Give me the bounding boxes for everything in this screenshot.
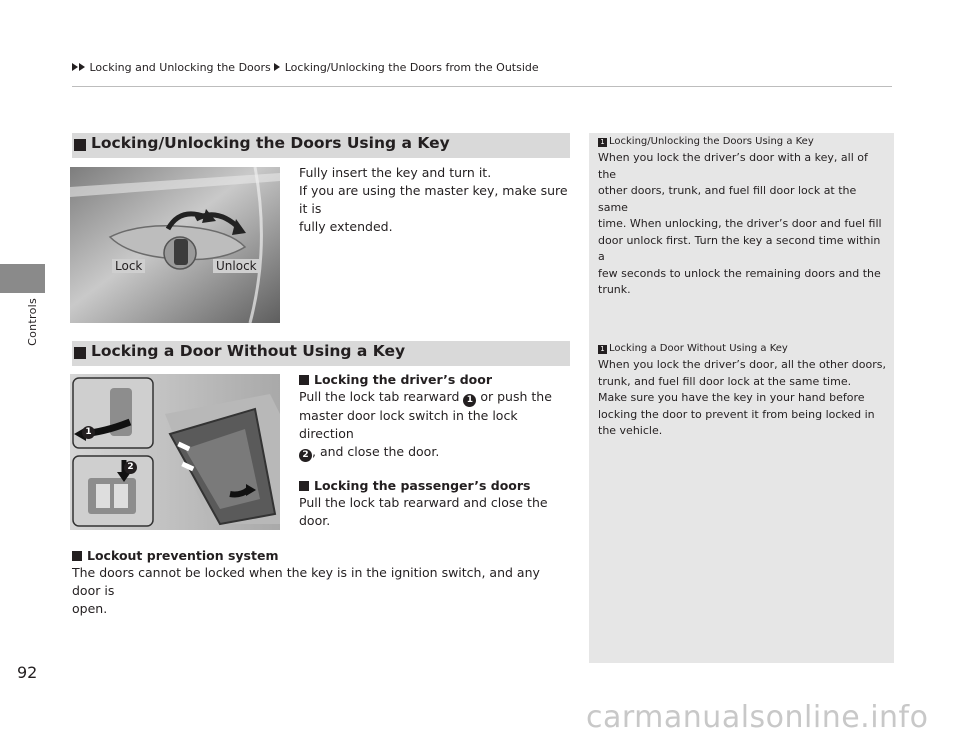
callout-1-icon: 1 xyxy=(82,426,95,439)
note-line: other doors, trunk, and fuel fill door lock at the same xyxy=(598,184,857,214)
note-line: Make sure you have the key in your hand before xyxy=(598,391,865,404)
note-line: trunk. xyxy=(598,283,631,296)
note-line: door unlock first. Turn the key a second time within a xyxy=(598,233,881,263)
callout-2-icon: 2 xyxy=(124,461,137,474)
image-label-lock: Lock xyxy=(112,259,145,273)
passenger-door-text: Pull the lock tab rearward and close the door. xyxy=(299,495,548,528)
note-ref-icon: 1 xyxy=(598,345,607,354)
page-number: 92 xyxy=(17,663,38,682)
driver-door-text: Pull the lock tab rearward 1 or push the master door lock switch in the lock direction 2 , and close the door. xyxy=(299,389,552,460)
section-heading-text: Locking/Unlocking the Doors Using a Key xyxy=(91,134,450,152)
header-divider xyxy=(72,86,892,87)
subheading-passenger: Locking the passenger’s doors xyxy=(299,478,574,493)
heading-square-icon xyxy=(74,139,86,151)
chapter-label: Controls xyxy=(26,298,39,346)
breadcrumb-part-2: Locking/Unlocking the Doors from the Outside xyxy=(284,61,539,74)
subheading-driver: Locking the driver’s door xyxy=(299,372,574,387)
step-2-icon: 2 xyxy=(299,449,312,462)
note-line: trunk, and fuel fill door lock at the same time. xyxy=(598,374,852,388)
note-body xyxy=(598,357,888,440)
watermark: carmanualsonline.info xyxy=(586,700,929,735)
section-heading-nokey xyxy=(72,341,570,366)
breadcrumb-arrow-icon xyxy=(274,63,280,71)
note-line: time. When unlocking, the driver’s door and fuel fill xyxy=(598,217,882,230)
note-title: 1 Locking a Door Without Using a Key xyxy=(598,343,888,354)
note-line: few seconds to unlock the remaining doors and the xyxy=(598,266,881,280)
note-line: locking the door to prevent it from being locked in xyxy=(598,407,875,421)
subheading-lockout: Lockout prevention system xyxy=(72,548,572,563)
door-lock-illustration xyxy=(70,374,280,530)
bullet-square-icon xyxy=(72,551,82,561)
section1-body-line: Fully insert the key and turn it. xyxy=(299,165,492,180)
note-body xyxy=(598,150,888,299)
step-1-icon: 1 xyxy=(463,394,476,407)
section1-body-line: If you are using the master key, make sure it is xyxy=(299,183,568,216)
section1-body-line: fully extended. xyxy=(299,219,393,234)
note-ref-icon: 1 xyxy=(598,138,607,147)
note-line: the vehicle. xyxy=(598,424,663,437)
note-nokey xyxy=(598,343,888,440)
section-heading-text: Locking a Door Without Using a Key xyxy=(91,342,406,360)
key-turn-illustration xyxy=(70,167,280,323)
heading-square-icon xyxy=(74,347,86,359)
bullet-square-icon xyxy=(299,481,309,491)
section2-body xyxy=(299,372,574,530)
breadcrumb-part-1: Locking and Unlocking the Doors xyxy=(89,61,271,74)
lockout-section xyxy=(72,548,572,618)
section1-body xyxy=(299,164,571,236)
breadcrumb xyxy=(72,61,539,74)
breadcrumb-arrow-icon xyxy=(72,63,78,71)
lockout-text: The doors cannot be locked when the key is in the ignition switch, and any door is open. xyxy=(72,565,540,616)
note-line: When you lock the driver’s door with a key, all of the xyxy=(598,151,868,181)
chapter-tab xyxy=(0,264,45,293)
bullet-square-icon xyxy=(299,375,309,385)
breadcrumb-arrow-icon xyxy=(79,63,85,71)
image-label-unlock: Unlock xyxy=(213,259,260,273)
note-title: 1 Locking/Unlocking the Doors Using a Key xyxy=(598,136,888,147)
section-heading-key xyxy=(72,133,570,158)
note-line: When you lock the driver’s door, all the other doors, xyxy=(598,358,886,371)
note-key xyxy=(598,136,888,299)
